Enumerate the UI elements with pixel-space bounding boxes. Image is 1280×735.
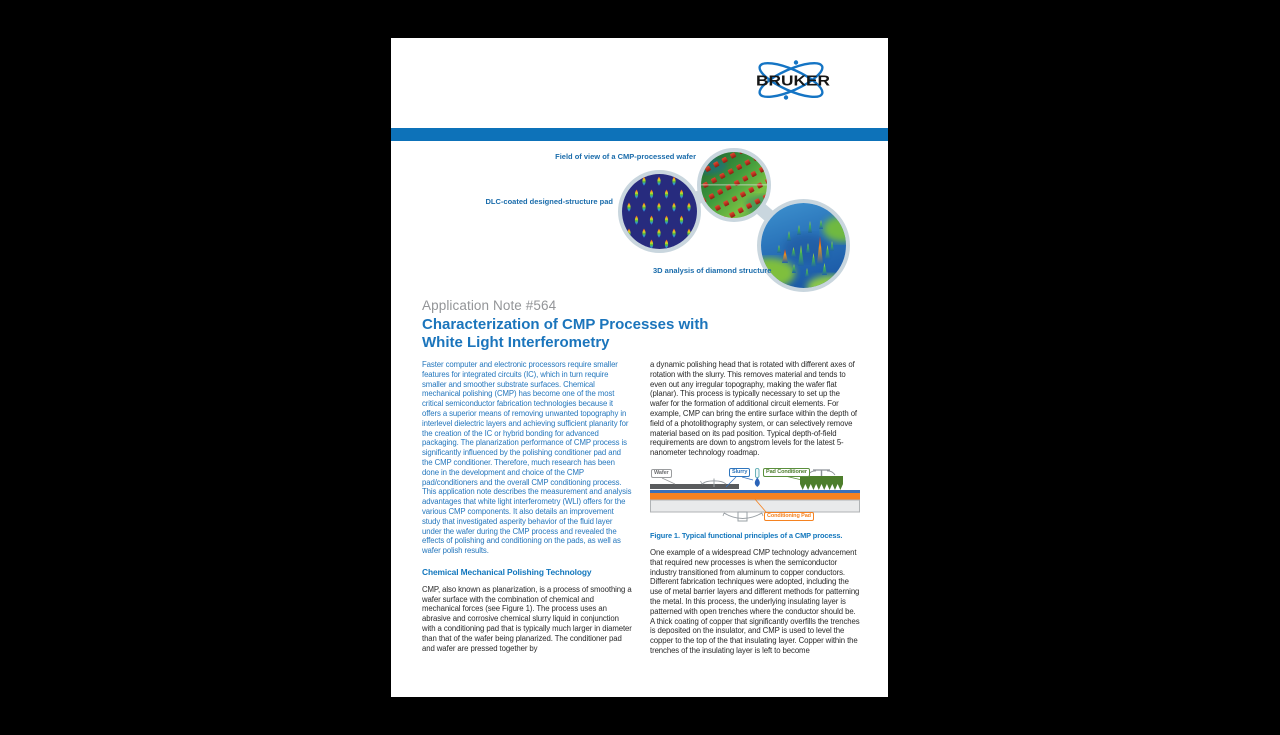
figure1-diagram: [650, 468, 860, 526]
hero-label-pad: DLC-coated designed-structure pad: [485, 197, 613, 206]
bruker-logo-icon: [753, 58, 833, 108]
header-accent-bar: [391, 128, 888, 141]
hero-label-diamond: 3D analysis of diamond structure: [653, 266, 772, 275]
right-body-paragraph-1: a dynamic polishing head that is rotated with different axes of rotation with the slurry. This removes material and tends to even out any irregular topography, making the wafer flat (planar). This process is typically necessary to set up the wafer for the formation of additional circuit elements. For example, CMP can bring the entire surface within the depth of field of a photolithography system, or can selectively remove material based on its pad position. Typical depth-of-field requirements are down to angstrom levels for the latest 5-nanometer technology roadmap.: [650, 360, 857, 458]
application-note-page: [391, 38, 888, 697]
figure-label-slurry: Slurry: [729, 468, 750, 478]
left-body-paragraph: CMP, also known as planarization, is a process of smoothing a wafer surface with the combination of chemical and mechanical forces (see Figure 1). The process uses an abrasive and corrosive chemical slurry liquid in conjunction with a conditioning pad that is typically much larger in diameter than that of the wafer being planarized. The conditioner pad and wafer are pressed together by: [422, 584, 632, 653]
intro-paragraph: Faster computer and electronic processors require smaller features for integrated circuits (IC), which in turn require smaller and smoother substrate surfaces. Chemical mechanical polishing (CMP) has become one of the most critical semiconductor fabrication technologies because it offers a superior means of removing unwanted topography in interlevel dielectric layers and achieving sufficient planarity for the creation of the IC or hybrid bonding for advanced packaging. The planarization performance of CMP process is significantly influenced by the polishing conditioner pad and the CMP conditioner. Therefore, much research has been done in the development and choice of the CMP pad/conditioners and the overall CMP conditioning process. This application note describes the measurement and analysis advantages that white light interferometry (WLI) offers for the various CMP components. It also details an improvement study that investigated asperity behavior of the fluid layer under the wafer during the CMP process and revealed the effects of polishing and conditioning on the pads, as well as wafer polish results.: [422, 360, 632, 556]
figure1-caption: Figure 1. Typical functional principles of a CMP process.: [650, 530, 843, 540]
page-title: [422, 316, 722, 352]
hero-image-dlc-pad: [618, 170, 701, 253]
hero-label-wafer: Field of view of a CMP-processed wafer: [555, 152, 696, 161]
right-column: [650, 360, 860, 656]
hero-image-cmp-wafer: [697, 148, 771, 222]
page-title-line2: White Light Interferometry: [422, 334, 610, 351]
note-number: Application Note #564: [422, 298, 557, 313]
section-heading: Chemical Mechanical Polishing Technology: [422, 566, 592, 577]
right-body-paragraph-2: One example of a widespread CMP technology advancement that required new processes is when the semiconductor industry transitioned from aluminum to copper conductors. Different fabrication techniques were adopted, including the use of metal barrier layers and different methods for patterning the metal. In this process, the underlying insulating layer is patterned with open trenches where the conductor should be. A thick coating of copper that significantly overfills the trenches is deposited on the insulator, and CMP is used to level the copper to the top of the that insulating layer. Copper within the trenches of the insulating layer is left to become: [650, 547, 860, 655]
figure-label-conditioning-pad: Conditioning Pad: [764, 512, 814, 522]
figure-label-wafer: Wafer: [651, 469, 672, 479]
bruker-logo-text: BRUKER: [756, 73, 831, 90]
left-column: [422, 360, 632, 653]
figure-label-pad-conditioner: Pad Conditioner: [763, 468, 810, 478]
page-title-line1: Characterization of CMP Processes with: [422, 316, 709, 333]
hero-image-diamond-structure: [757, 199, 850, 292]
